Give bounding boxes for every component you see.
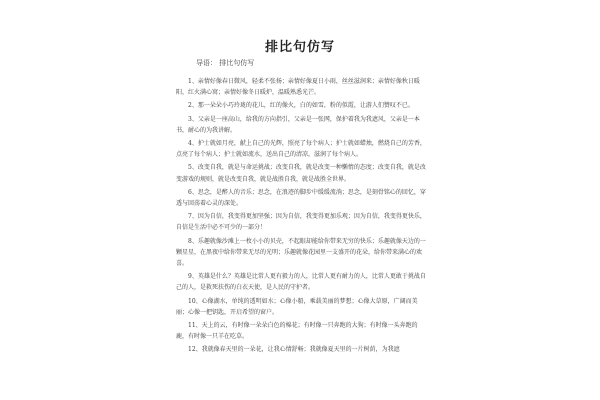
paragraph-9: 9、英雄是什么？英雄是比常人更有毅力的人，比常人更有耐力的人，比常人更敢于挑战自己的人，是救死扶伤的白衣天使，是人民的守护者。: [176, 273, 426, 292]
paragraph-4: 4、护士就如月亮，献上自己的光辉，照亮了每个病人；护士就如蜡烛，燃烧自己的芳香，点亮了每个病人；护士就如流水，送出自己的清凉，滋润了每个病人。: [176, 140, 426, 159]
document-guide: 导语： 排比句仿写: [196, 59, 255, 67]
paragraph-7: 7、因为自信，我变得更加坚强；因为自信，我变得更加乐观；因为自信，我变得更快乐，自信是生活中必不可少的一部分！: [176, 213, 426, 232]
document-body: [176, 76, 426, 358]
paragraph-11: 11、天上的云，有时像一朵朵白色的棉花；有时像一只奔跑的大狗；有时像一头奔跑的鹿，有时像一只羊在吃草。: [176, 322, 418, 341]
paragraph-10: 10、心像湖水，单纯的透明如水；心像小船，乘载美丽的梦想；心像大草原，广阔而美丽；心像一把钥匙，开启希望的窗户。: [176, 297, 418, 316]
paragraph-2: 2、那一朵朵小巧玲珑的花儿，红的像火，白的如雪，粉的似霞，让游人们赞叹不已。: [188, 102, 414, 110]
document-title: 排比句仿写: [264, 40, 335, 55]
paragraph-3: 3、父亲是一座高山，给我的方向指引，父亲是一张网，保护着我为我遮风，父亲是一本书，耐心的为我讲解。: [176, 115, 420, 134]
paragraph-8: 8、乐趣就像沙滩上一枚小小的贝壳，不起眼却能给你带来无穷的快乐；乐趣就像天边的一颗星星，在黑夜中给你带来无尽的光明；乐趣就像花园里一支盛开的花朵，给你带来满心的欢喜。: [176, 237, 426, 268]
paragraph-5: 5、改变自我，就是与命运挑战；改变自我，就是改变一种懒惰的态度；改变自我，就是改变游戏的规则，就是改变自我，就是战胜自我，就是战胜全世界。: [176, 164, 426, 183]
paragraph-12: 12、我就像春天里的一朵花，让我心情舒畅；我就像夏天里的一片树荫，为我遮: [188, 346, 400, 354]
paragraph-6: 6、思念，是醉人的音乐；思念，在浪迹的脚步中缓缓流淌；思念，是刻骨铭心的回忆，穿透与回荡着心灵的深处。: [176, 188, 426, 208]
paragraph-1: 1、亲情好像春日微风，轻柔不张扬；亲情好像夏日小雨，丝丝滋润来；亲情好像秋日暖阳，红火满心窝；亲情好像冬日暖炉，温暖熟悉光芒。: [176, 78, 420, 97]
